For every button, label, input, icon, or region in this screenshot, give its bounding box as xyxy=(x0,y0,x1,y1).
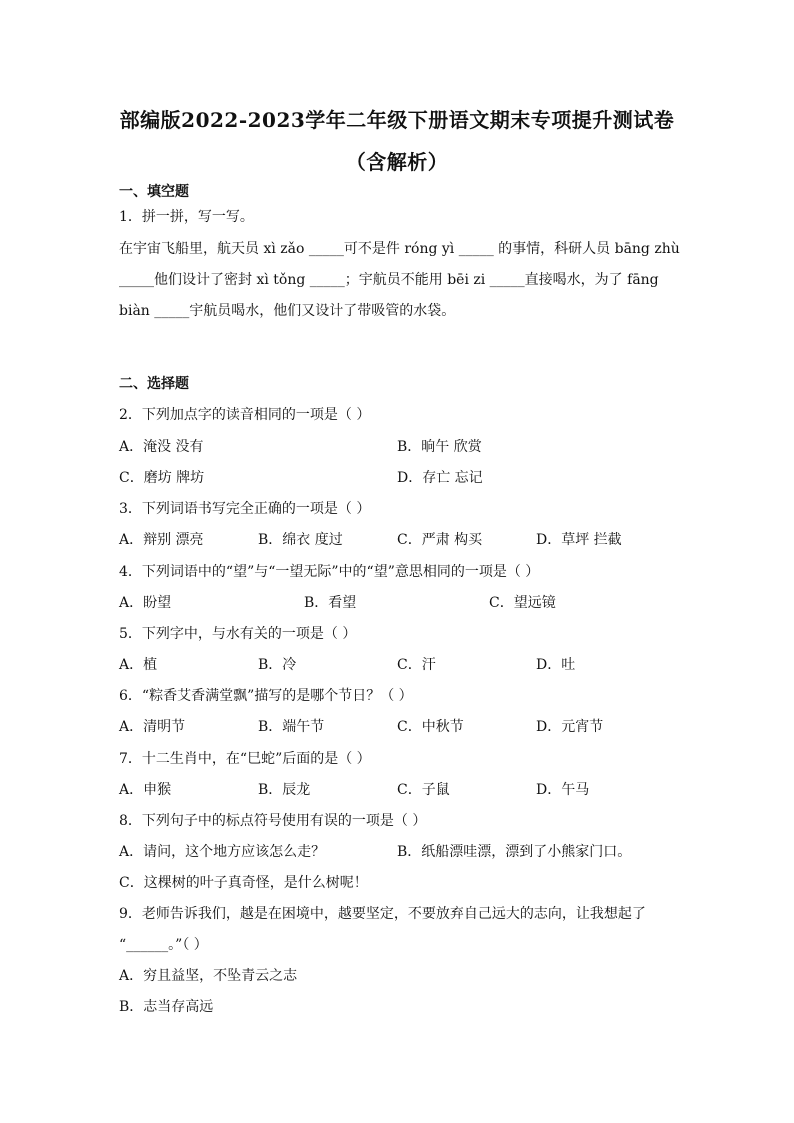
question-2-option-b: B．晌午 欣赏 xyxy=(397,439,482,455)
question-9-stem-continued: “______。”（ ） xyxy=(119,937,208,953)
question-7-stem: 7．十二生肖中，在“巳蛇”后面的是（ ） xyxy=(119,751,371,767)
question-3-option-d: D．草坪 拦截 xyxy=(536,532,622,548)
question-4-option-b: B．看望 xyxy=(304,595,357,611)
page-subtitle: （含解析） xyxy=(345,150,449,174)
question-6-stem: 6．“粽香艾香满堂飘”描写的是哪个节日？（ ） xyxy=(119,688,413,704)
question-5-stem: 5．下列字中，与水有关的一项是（ ） xyxy=(119,626,357,642)
question-6-option-d: D．元宵节 xyxy=(536,719,604,735)
question-2-stem: 2．下列加点字的读音相同的一项是（ ） xyxy=(119,407,371,423)
question-9-stem: 9．老师告诉我们，越是在困境中，越要坚定，不要放弃自己远大的志向，让我想起了 xyxy=(119,906,646,922)
question-6-option-c: C．中秋节 xyxy=(397,719,464,735)
question-3-option-b: B．绵衣 度过 xyxy=(258,532,343,548)
question-2-option-a: A．淹没 没有 xyxy=(119,439,204,455)
question-4-option-c: C．望远镜 xyxy=(489,595,556,611)
question-1-line: 在宇宙飞船里，航天员 xì zǎo _____可不是件 róng yì _____ 的事情，科研人员 bāng zhù xyxy=(119,241,680,257)
question-1-line: _____他们设计了密封 xì tǒng _____；宇航员不能用 bēi zi _____直接喝水，为了 fāng xyxy=(119,272,659,288)
section-heading-fill-blank: 一、填空题 xyxy=(119,184,189,200)
question-8-stem: 8．下列句子中的标点符号使用有误的一项是（ ） xyxy=(119,813,427,829)
question-6-option-b: B．端午节 xyxy=(258,719,325,735)
question-6-option-a: A．清明节 xyxy=(119,719,186,735)
question-7-option-c: C．子鼠 xyxy=(397,782,450,798)
question-8-option-a: A．请问，这个地方应该怎么走？ xyxy=(119,844,326,860)
question-1-stem: 1．拼一拼，写一写。 xyxy=(119,209,254,225)
question-4-option-a: A．盼望 xyxy=(119,595,172,611)
question-4-stem: 4．下列词语中的“望”与“一望无际”中的“望”意思相同的一项是（ ） xyxy=(119,564,540,580)
question-3-option-a: A．辩别 漂亮 xyxy=(119,532,204,548)
question-3-stem: 3．下列词语书写完全正确的一项是（ ） xyxy=(119,501,371,517)
question-5-option-b: B．冷 xyxy=(258,657,297,673)
question-7-option-a: A．申猴 xyxy=(119,782,172,798)
question-3-option-c: C．严肃 构买 xyxy=(397,532,483,548)
question-1-line: biàn _____宇航员喝水，他们又设计了带吸管的水袋。 xyxy=(119,303,456,319)
page-title: 部编版2022-2023学年二年级下册语文期末专项提升测试卷 xyxy=(119,108,675,132)
question-9-option-a: A．穷且益坚，不坠青云之志 xyxy=(119,968,298,984)
question-7-option-d: D．午马 xyxy=(536,782,590,798)
question-5-option-a: A．植 xyxy=(119,657,158,673)
question-7-option-b: B．辰龙 xyxy=(258,782,311,798)
question-9-option-b: B．志当存高远 xyxy=(119,999,214,1015)
question-5-option-c: C．汗 xyxy=(397,657,436,673)
question-8-option-c: C．这棵树的叶子真奇怪，是什么树呢！ xyxy=(119,875,368,891)
question-5-option-d: D．吐 xyxy=(536,657,576,673)
question-2-option-c: C．磨坊 牌坊 xyxy=(119,470,205,486)
question-8-option-b: B．纸船漂哇漂，漂到了小熊家门口。 xyxy=(397,844,632,860)
question-2-option-d: D．存亡 忘记 xyxy=(397,470,483,486)
section-heading-choice: 二、选择题 xyxy=(119,376,189,392)
